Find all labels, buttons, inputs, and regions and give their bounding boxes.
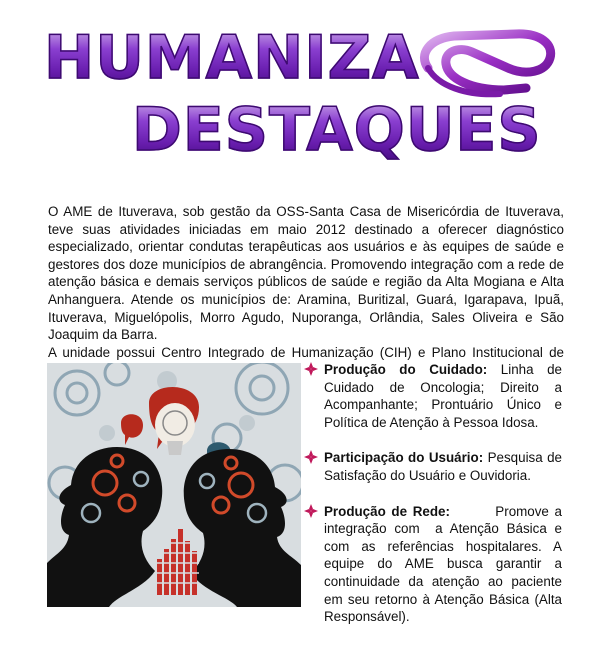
bullet-text: Linha de Cuidado de Oncologia; Direito a Acompanhante; Prontuário Único e Política de Atenção à Pessoa Idosa. bbox=[324, 362, 562, 430]
bullet-title: Produção do Cuidado: bbox=[324, 362, 488, 377]
diamond-bullet-icon bbox=[304, 362, 318, 376]
bullet-text: Pesquisa de Satisfação do Usuário e Ouvidoria. bbox=[324, 450, 562, 483]
intro-paragraph-2: A unidade possui Centro Integrado de Humanização (CIH) e Plano Institucional de bbox=[48, 344, 564, 360]
purple-loop-logo-icon bbox=[408, 20, 558, 108]
bullet-title: Participação do Usuário: bbox=[324, 450, 484, 466]
bullet-text: Promove a integração com a Atenção Básica e com as referências hospitalares. A equipe do AME busca garantir a continuidade da atenção ao paciente em seu retorno à Atenção Básica (Alta Responsável). bbox=[324, 503, 566, 625]
intro-paragraph-1: O AME de Ituverava, sob gestão da OSS-Santa Casa de Misericórdia de Ituverava, teve suas atividades iniciadas em maio 2012 destinado a oferecer diagnóstico especializado, orientar condutas terapêuticas aos usuários e às equipes de saúde e gestores dos doze municípios de abrangência. Promovendo integração com a rede de atenção básica e demais serviços públicos de saúde e região da Alta Mogiana e Alta Anhanguera. Atende os municípios de: Aramina, Buritizal, Guará, Igarapava, Ipuã, Ituverava, Miguelópolis, Morro Agudo, Nuporanga, Orlândia, Sales Oliveira e São Joaquim da Barra. bbox=[48, 204, 564, 343]
list-item bbox=[303, 449, 562, 484]
list-item bbox=[303, 361, 562, 431]
bullet-title: Produção de Rede: bbox=[324, 503, 450, 519]
intro-text bbox=[48, 203, 564, 379]
diamond-bullet-icon bbox=[304, 504, 318, 518]
diamond-bullet-icon bbox=[304, 450, 318, 464]
two-heads-gears-lightbulb-illustration bbox=[47, 363, 301, 607]
highlights-list bbox=[303, 361, 566, 644]
title-humaniza: HUMANIZA bbox=[44, 28, 600, 88]
list-item bbox=[303, 503, 566, 626]
title-destaques: DESTAQUES bbox=[132, 100, 600, 160]
